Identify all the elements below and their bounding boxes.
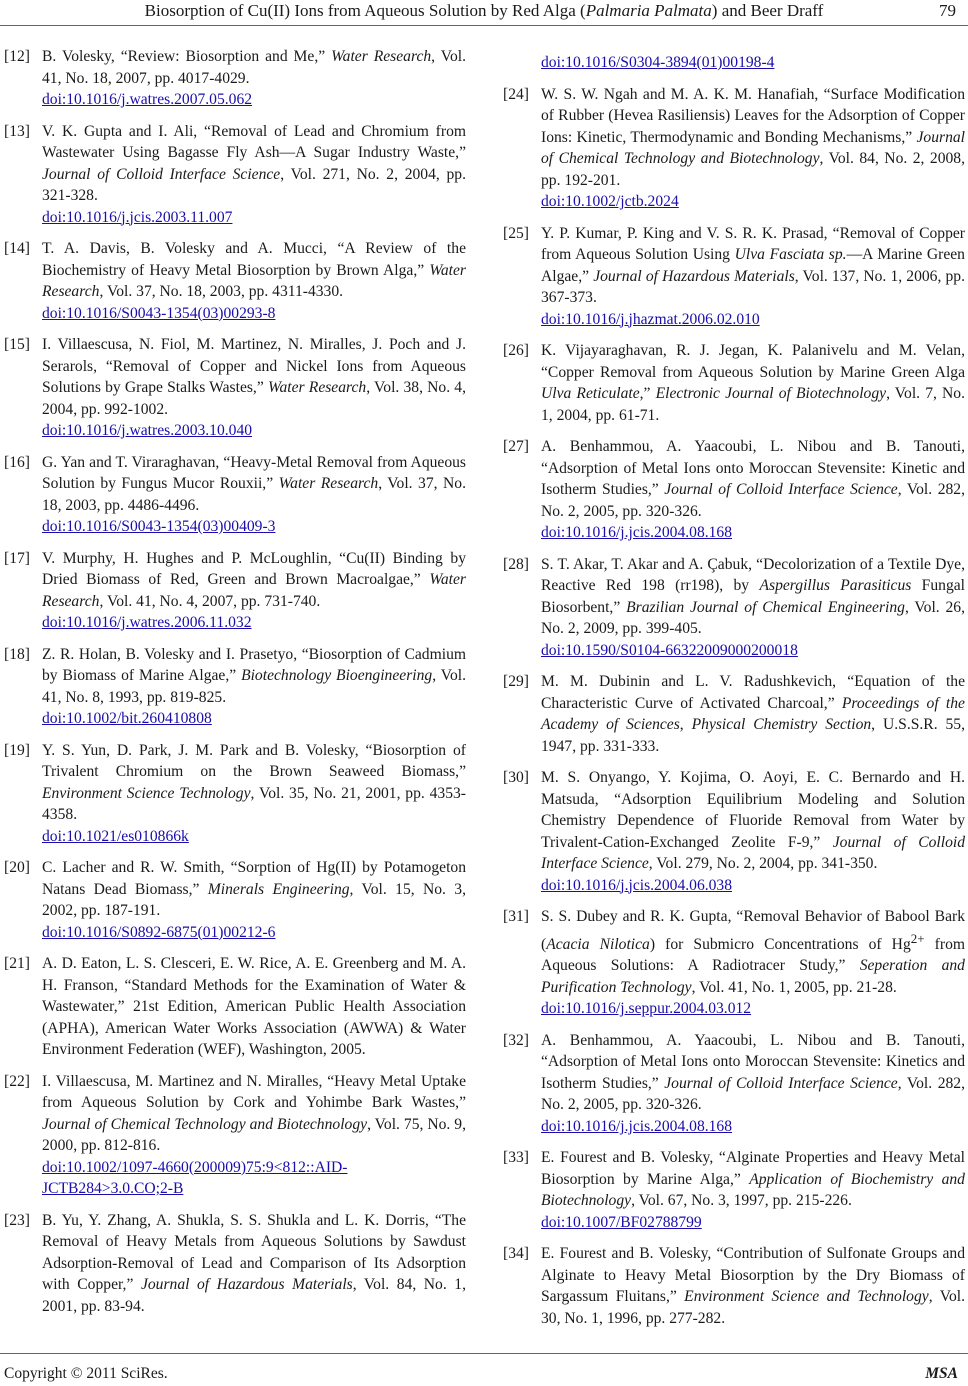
reference-text: T. A. Davis, B. Volesky and A. Mucci, “A Review of the Biochemistry of Heavy Metal Biosorption by Brown Alga,” Water Research, Vol. 37, No. 18, 2003, pp. 4311-4330. xyxy=(42,240,466,300)
reference-entry xyxy=(503,1030,965,1138)
copyright-notice: Copyright © 2011 SciRes. xyxy=(4,1365,168,1382)
reference-number: [14] xyxy=(4,240,30,257)
reference-entry xyxy=(503,84,965,213)
reference-text: B. Yu, Y. Zhang, A. Shukla, S. S. Shukla and L. K. Dorris, “The Removal of Heavy Metals from Aqueous Solutions by Sawdust Adsorption-Removal of Lead and Comparison of Its Adsorption with Copper,” Journal of Hazardous Materials, Vol. 84, No. 1, 2001, pp. 83-94. xyxy=(42,1211,466,1315)
doi-link[interactable]: doi:10.1016/j.jcis.2003.11.007 xyxy=(42,208,233,226)
doi-link[interactable]: doi:10.1016/S0304-3894(01)00198-4 xyxy=(541,54,775,71)
doi-link[interactable]: doi:10.1016/j.jcis.2004.08.168 xyxy=(541,1117,733,1135)
reference-number: [16] xyxy=(4,453,30,471)
reference-text: Y. P. Kumar, P. King and V. S. R. K. Prasad, “Removal of Copper from Aqueous Solution Using Ulva Fasciata sp.—A Marine Green Algae,” Journal of Hazardous Materials, Vol. 137, No. 1, 2006, pp. 367-373. xyxy=(541,224,965,306)
reference-text: Y. S. Yun, D. Park, J. M. Park and B. Volesky, “Biosorption of Trivalent Chromium on the Brown Seaweed Biomass,” Environment Science Technology, Vol. 35, No. 21, 2001, pp. 4353-4358. xyxy=(42,741,466,823)
reference-text: M. S. Onyango, Y. Kojima, O. Aoyi, E. C. Bernardo and H. Matsuda, “Adsorption Equilibrium Modeling and Solution Chemistry Dependence of Fluoride Removal from Water by Trivalent-Cation-Exchanged Zeolite F-9,” Journal of Colloid Interface Science, Vol. 279, No. 2, 2004, pp. 341-350. xyxy=(541,769,965,872)
reference-number: [13] xyxy=(4,122,30,140)
reference-number: [27] xyxy=(503,438,529,455)
reference-number: [31] xyxy=(503,908,529,925)
page-header xyxy=(0,0,968,28)
reference-entry xyxy=(503,554,965,662)
reference-entry xyxy=(503,223,965,331)
reference-text: Z. R. Holan, B. Volesky and I. Prasetyo, “Biosorption of Cadmium by Biomass of Marine Algae,” Biotechnology Bioengineering, Vol. 41, No. 8, 1993, pp. 819-825. xyxy=(42,645,467,706)
reference-number: [17] xyxy=(4,549,30,567)
reference-entry xyxy=(4,740,466,848)
doi-link[interactable]: doi:10.1016/j.jcis.2004.08.168 xyxy=(541,524,733,541)
reference-entry xyxy=(4,452,466,538)
reference-text: V. K. Gupta and I. Ali, “Removal of Lead and Chromium from Wastewater Using Bagasse Fly Ash—A Sugar Industry Waste,” Journal of Colloid Interface Science, Vol. 271, No. 2, 2004, pp. 321-328. xyxy=(42,122,466,204)
reference-text: K. Vijayaraghavan, R. J. Jegan, K. Palanivelu and M. Velan, “Copper Removal from Aqueous Solution by Marine Green Alga Ulva Reticulate,” Electronic Journal of Biotechnology, Vol. 7, No. 1, 2004, pp. 61-71. xyxy=(541,342,965,424)
reference-text: A. D. Eaton, L. S. Clesceri, E. W. Rice, A. E. Greenberg and M. A. H. Franson, “Standard Methods for the Examination of Water & Wastewater,” 21st Edition, American Public Health Association (APHA), American Water Works Association (AWWA) & Water Environment Federation (WEF), Washington, 2005. xyxy=(42,955,466,1058)
reference-text: S. T. Akar, T. Akar and A. Çabuk, “Decolorization of a Textile Dye, Reactive Red 198 (rr198), by Aspergillus Parasiticus Fungal Biosorbent,” Brazilian Journal of Chemical Engineering, Vol. 26, No. 2, 2009, pp. 399-405. xyxy=(541,555,965,637)
reference-entry xyxy=(4,238,466,324)
reference-number: [18] xyxy=(4,645,30,663)
reference-entry xyxy=(503,340,965,426)
reference-entry xyxy=(503,1243,965,1329)
reference-text: A. Benhammou, A. Yaacoubi, L. Nibou and B. Tanouti, “Adsorption of Metal Ions onto Moroccan Stevensite: Kinetics and Isotherm Studies,” Journal of Colloid Interface Science, Vol. 282, No. 2, 2005, pp. 320-326. xyxy=(541,1031,965,1114)
doi-link[interactable]: doi:10.1016/j.jcis.2004.06.038 xyxy=(541,876,733,894)
doi-link[interactable]: doi:10.1016/S0043-1354(03)00409-3 xyxy=(42,518,276,535)
reference-number: [32] xyxy=(503,1031,529,1049)
references-right-column xyxy=(503,52,965,1339)
footer-divider xyxy=(0,1353,968,1354)
doi-link[interactable]: doi:10.1002/1097-4660(200009)75:9<812::AID-JCTB284>3.0.CO;2-B xyxy=(42,1158,348,1197)
reference-number: [12] xyxy=(4,48,30,65)
reference-entry xyxy=(4,46,466,111)
reference-entry xyxy=(503,436,965,544)
header-divider xyxy=(0,25,968,26)
page-footer xyxy=(0,1353,968,1383)
reference-text: V. Murphy, H. Hughes and P. McLoughlin, “Cu(II) Binding by Dried Biomass of Red, Green and Brown Macroalgae,” Water Research, Vol. 41, No. 4, 2007, pp. 731-740. xyxy=(42,549,466,610)
journal-abbreviation: MSA xyxy=(925,1365,958,1382)
reference-text: M. M. Dubinin and L. V. Radushkevich, “Equation of the Characteristic Curve of Activated Charcoal,” Proceedings of the Academy of Sciences, Physical Chemistry Section, U.S.S.R. 55, 1947, pp. 331-333. xyxy=(541,673,966,755)
reference-entry xyxy=(503,767,965,896)
reference-text: E. Fourest and B. Volesky, “Alginate Properties and Heavy Metal Biosorption by Marine Alga,” Application of Biochemistry and Biotechnology, Vol. 67, No. 3, 1997, pp. 215-226. xyxy=(541,1149,965,1210)
reference-entry xyxy=(4,1210,466,1318)
page-number: 79 xyxy=(939,1,956,20)
reference-text: I. Villaescusa, N. Fiol, M. Martinez, N. Miralles, J. Poch and J. Serarols, “Removal of Copper and Nickel Ions from Aqueous Solutions by Grape Stalks Wastes,” Water Research, Vol. 38, No. 4, 2004, pp. 992-1002. xyxy=(42,336,466,418)
reference-number: [26] xyxy=(503,342,529,359)
reference-text: C. Lacher and R. W. Smith, “Sorption of Hg(II) by Potamogeton Natans Dead Biomass,” Minerals Engineering, Vol. 15, No. 3, 2002, pp. 187-191. xyxy=(42,859,466,919)
reference-text: E. Fourest and B. Volesky, “Contribution of Sulfonate Groups and Alginate to Heavy Metal Biosorption by the Dry Biomass of Sargassum Fluitans,” Environment Science and Technology, Vol. 30, No. 1, 1996, pp. 277-282. xyxy=(541,1245,965,1327)
reference-text: G. Yan and T. Viraraghavan, “Heavy-Metal Removal from Aqueous Solution by Fungus Mucor Rouxii,” Water Research, Vol. 37, No. 18, 2003, pp. 4486-4496. xyxy=(42,453,466,514)
reference-entry xyxy=(4,334,466,442)
reference-number: [21] xyxy=(4,955,30,972)
doi-link[interactable]: doi:10.1016/j.watres.2007.05.062 xyxy=(42,91,253,108)
reference-entry xyxy=(503,52,965,74)
doi-link[interactable]: doi:10.1016/j.jhazmat.2006.02.010 xyxy=(541,310,760,328)
doi-link[interactable]: doi:10.1007/BF02788799 xyxy=(541,1213,702,1231)
reference-number: [23] xyxy=(4,1211,30,1229)
reference-number: [24] xyxy=(503,85,529,103)
reference-entry xyxy=(4,644,466,730)
reference-text: A. Benhammou, A. Yaacoubi, L. Nibou and B. Tanouti, “Adsorption of Metal Ions onto Moroccan Stevensite: Kinetic and Isotherm Studies,” Journal of Colloid Interface Science, Vol. 282, No. 2, 2005, pp. 320-326. xyxy=(541,438,965,520)
reference-number: [28] xyxy=(503,555,529,573)
running-title: Biosorption of Cu(II) Ions from Aqueous Solution by Red Alga (Palmaria Palmata) and Beer Draff xyxy=(144,1,824,20)
doi-link[interactable]: doi:10.1016/S0892-6875(01)00212-6 xyxy=(42,923,276,941)
reference-text: B. Volesky, “Review: Biosorption and Me,” Water Research, Vol. 41, No. 18, 2007, pp. 4017-4029. xyxy=(42,48,466,87)
doi-link[interactable]: doi:10.1002/jctb.2024 xyxy=(541,193,679,210)
doi-link[interactable]: doi:10.1021/es010866k xyxy=(42,827,189,845)
doi-link[interactable]: doi:10.1016/j.seppur.2004.03.012 xyxy=(541,1000,752,1018)
doi-link[interactable]: doi:10.1016/S0043-1354(03)00293-8 xyxy=(42,304,276,322)
reference-number: [29] xyxy=(503,673,529,690)
reference-entry xyxy=(503,671,965,757)
reference-number: [20] xyxy=(4,859,30,876)
reference-text: I. Villaescusa, M. Martinez and N. Miralles, “Heavy Metal Uptake from Aqueous Solution by Cork and Yohimbe Bark Wastes,” Journal of Chemical Technology and Biotechnology, Vol. 75, No. 9, 2000, pp. 812-816. xyxy=(42,1072,466,1154)
reference-text: W. S. W. Ngah and M. A. K. M. Hanafiah, “Surface Modification of Rubber (Hevea Rasiliensis) Leaves for the Adsorption of Copper Ions: Kinetic, Thermodynamic and Bonding Mechanisms,” Journal of Chemical Technology and Biotechnology, Vol. 84, No. 2, 2008, pp. 192-201. xyxy=(541,85,965,189)
reference-number: [34] xyxy=(503,1245,529,1263)
doi-link[interactable]: doi:10.1016/j.watres.2003.10.040 xyxy=(42,422,253,439)
reference-text: S. S. Dubey and R. K. Gupta, “Removal Behavior of Babool Bark (Acacia Nilotica) for Submicro Concentrations of $Hg^{2+}$ from Aqueous Solutions: A Radiotracer Study,” Seperation and Purification Technology, Vol. 41, No. 1, 2005, pp. 21-28. xyxy=(541,908,965,996)
reference-entry xyxy=(4,857,466,943)
doi-link[interactable]: doi:10.1016/j.watres.2006.11.032 xyxy=(42,614,252,631)
reference-number: [30] xyxy=(503,769,529,786)
reference-number: [22] xyxy=(4,1072,30,1090)
reference-number: [19] xyxy=(4,741,30,759)
doi-link[interactable]: doi:10.1590/S0104-66322009000200018 xyxy=(541,641,798,659)
reference-entry xyxy=(503,1147,965,1233)
reference-entry xyxy=(4,1071,466,1200)
reference-entry xyxy=(4,121,466,229)
reference-entry xyxy=(4,548,466,634)
reference-number: [33] xyxy=(503,1149,529,1167)
reference-entry xyxy=(4,953,466,1061)
reference-number: [15] xyxy=(4,336,30,353)
reference-entry xyxy=(503,906,965,1020)
references-left-column xyxy=(4,46,466,1327)
reference-number: [25] xyxy=(503,224,529,242)
doi-link[interactable]: doi:10.1002/bit.260410808 xyxy=(42,710,212,727)
